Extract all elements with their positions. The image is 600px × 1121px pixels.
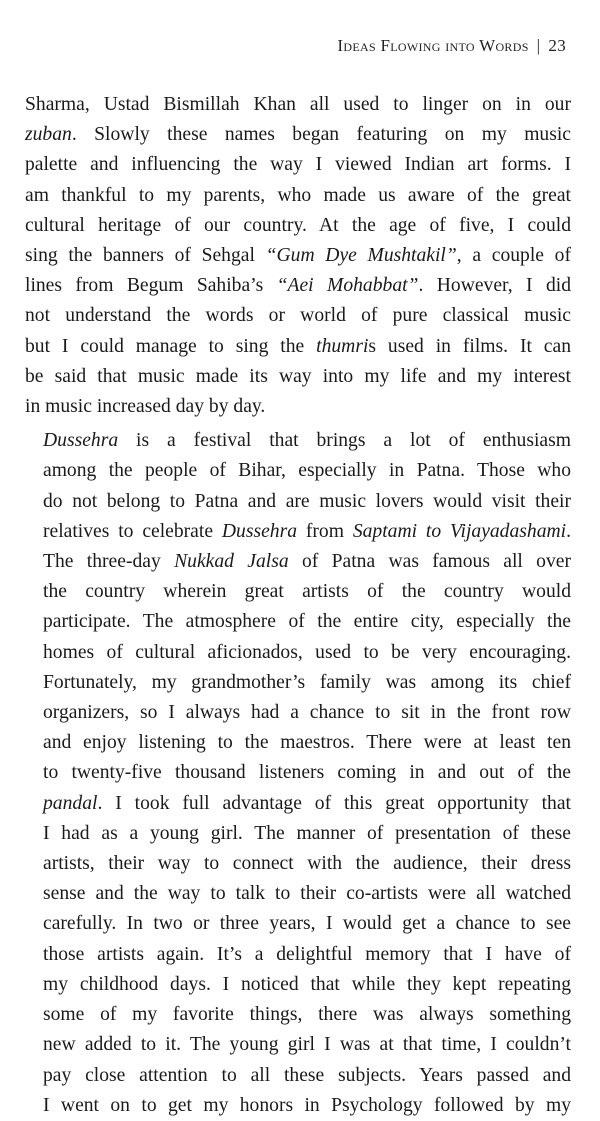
text-run: cultural heritage of our country. At the age of five, I could — [25, 214, 571, 236]
text-run: I had as a young girl. The manner of presentation of these — [43, 822, 571, 844]
text-line — [25, 392, 571, 422]
text-line — [25, 150, 571, 180]
text-run: artists, their way to connect with the audience, their dress — [43, 853, 571, 875]
text-line — [25, 879, 571, 909]
text-run: sense and the way to talk to their co-artists were all watched — [43, 883, 571, 905]
text-run: Fortunately, my grandmother’s family was among its chief — [43, 671, 571, 693]
text-line — [25, 1091, 571, 1121]
text-run: among the people of Bihar, especially in Patna. Those who — [43, 460, 571, 482]
text-line — [25, 789, 571, 819]
text-run: . Slowly these names began featuring on my music — [71, 124, 571, 146]
paragraph — [25, 426, 571, 1121]
header-separator: | — [536, 36, 541, 55]
text-run: from — [297, 520, 353, 542]
italic-text: “Aei Mohabbat” — [276, 275, 419, 297]
text-line — [25, 487, 571, 517]
text-run: my childhood days. I noticed that while they kept repeating — [43, 973, 571, 995]
text-line — [25, 728, 571, 758]
text-run: lines from Begum Sahiba’s — [25, 275, 277, 297]
text-run: organizers, so I always had a chance to sit in the front row — [43, 702, 571, 724]
text-line — [25, 607, 571, 637]
text-line — [25, 940, 571, 970]
running-header-title: Ideas Flowing into Words — [337, 36, 529, 55]
body-text — [25, 90, 571, 1121]
text-line — [25, 909, 571, 939]
italic-text: thumri — [316, 335, 369, 357]
text-line — [25, 1061, 571, 1091]
text-run: . However, I did — [418, 275, 571, 297]
italic-text: “Gum Dye Mushtakil” — [265, 245, 457, 267]
text-run: in music increased day by day. — [25, 396, 266, 418]
italic-text: zuban — [25, 124, 72, 146]
text-run: some of my favorite things, there was always something — [43, 1004, 571, 1026]
text-run: , a couple of — [456, 245, 571, 267]
text-line — [25, 970, 571, 1000]
text-line — [25, 301, 571, 331]
text-line — [25, 1030, 571, 1060]
text-run: The three-day — [43, 551, 175, 573]
text-line — [25, 698, 571, 728]
text-line — [25, 819, 571, 849]
text-line — [25, 577, 571, 607]
text-run: of Patna was famous all over — [288, 551, 571, 573]
text-run: carefully. In two or three years, I would get a chance to see — [43, 913, 571, 935]
text-line — [25, 90, 571, 120]
text-run: is a festival that brings a lot of enthusiasm — [118, 430, 571, 452]
text-run: sing the banners of Sehgal — [25, 245, 266, 267]
text-line — [25, 668, 571, 698]
text-line — [25, 241, 571, 271]
text-line — [25, 332, 571, 362]
text-run: I went on to get my honors in Psychology followed by my — [43, 1094, 571, 1116]
text-run: . I took full advantage of this great opportunity that — [97, 792, 571, 814]
text-run: palette and influencing the way I viewed Indian art forms. I — [25, 154, 571, 176]
text-run: homes of cultural aficionados, used to be very encouraging. — [43, 641, 571, 663]
text-line — [25, 517, 571, 547]
running-header — [337, 36, 566, 56]
italic-text: Saptami to Vijayadashami — [352, 520, 567, 542]
italic-text: Nukkad Jalsa — [174, 551, 289, 573]
text-line — [25, 456, 571, 486]
page-number: 23 — [548, 36, 566, 55]
text-run: Sharma, Ustad Bismillah Khan all used to linger on in our — [25, 94, 571, 115]
text-run: the country wherein great artists of the country would — [43, 581, 571, 603]
text-run: be said that music made its way into my life and my interest — [25, 365, 571, 387]
text-line — [25, 638, 571, 668]
text-line — [25, 120, 571, 150]
text-line — [25, 362, 571, 392]
text-line — [25, 1000, 571, 1030]
text-run: s used in films. It can — [368, 335, 572, 357]
text-line — [25, 758, 571, 788]
text-line — [25, 849, 571, 879]
text-run: new added to it. The young girl I was at that time, I couldn’t — [43, 1034, 571, 1056]
text-line — [25, 181, 571, 211]
italic-text: pandal — [43, 792, 98, 814]
text-line — [25, 547, 571, 577]
italic-text: Dussehra — [43, 430, 119, 452]
italic-text: Dussehra — [221, 520, 297, 542]
text-run: pay close attention to all these subjects. Years passed and — [43, 1064, 571, 1086]
text-run: those artists again. It’s a delightful memory that I have of — [43, 943, 571, 965]
text-run: and enjoy listening to the maestros. There were at least ten — [43, 732, 571, 754]
text-run: am thankful to my parents, who made us aware of the great — [25, 184, 571, 206]
text-run: do not belong to Patna and are music lovers would visit their — [43, 490, 571, 512]
text-run: to twenty-five thousand listeners coming in and out of the — [43, 762, 571, 784]
text-run: but I could manage to sing the — [25, 335, 317, 357]
text-run: participate. The atmosphere of the entire city, especially the — [43, 611, 571, 633]
text-run: . — [566, 520, 571, 542]
text-line — [25, 426, 571, 456]
text-line — [25, 271, 571, 301]
paragraph — [25, 90, 571, 422]
text-run: relatives to celebrate — [43, 520, 222, 542]
text-line — [25, 211, 571, 241]
text-run: not understand the words or world of pure classical music — [25, 305, 571, 327]
